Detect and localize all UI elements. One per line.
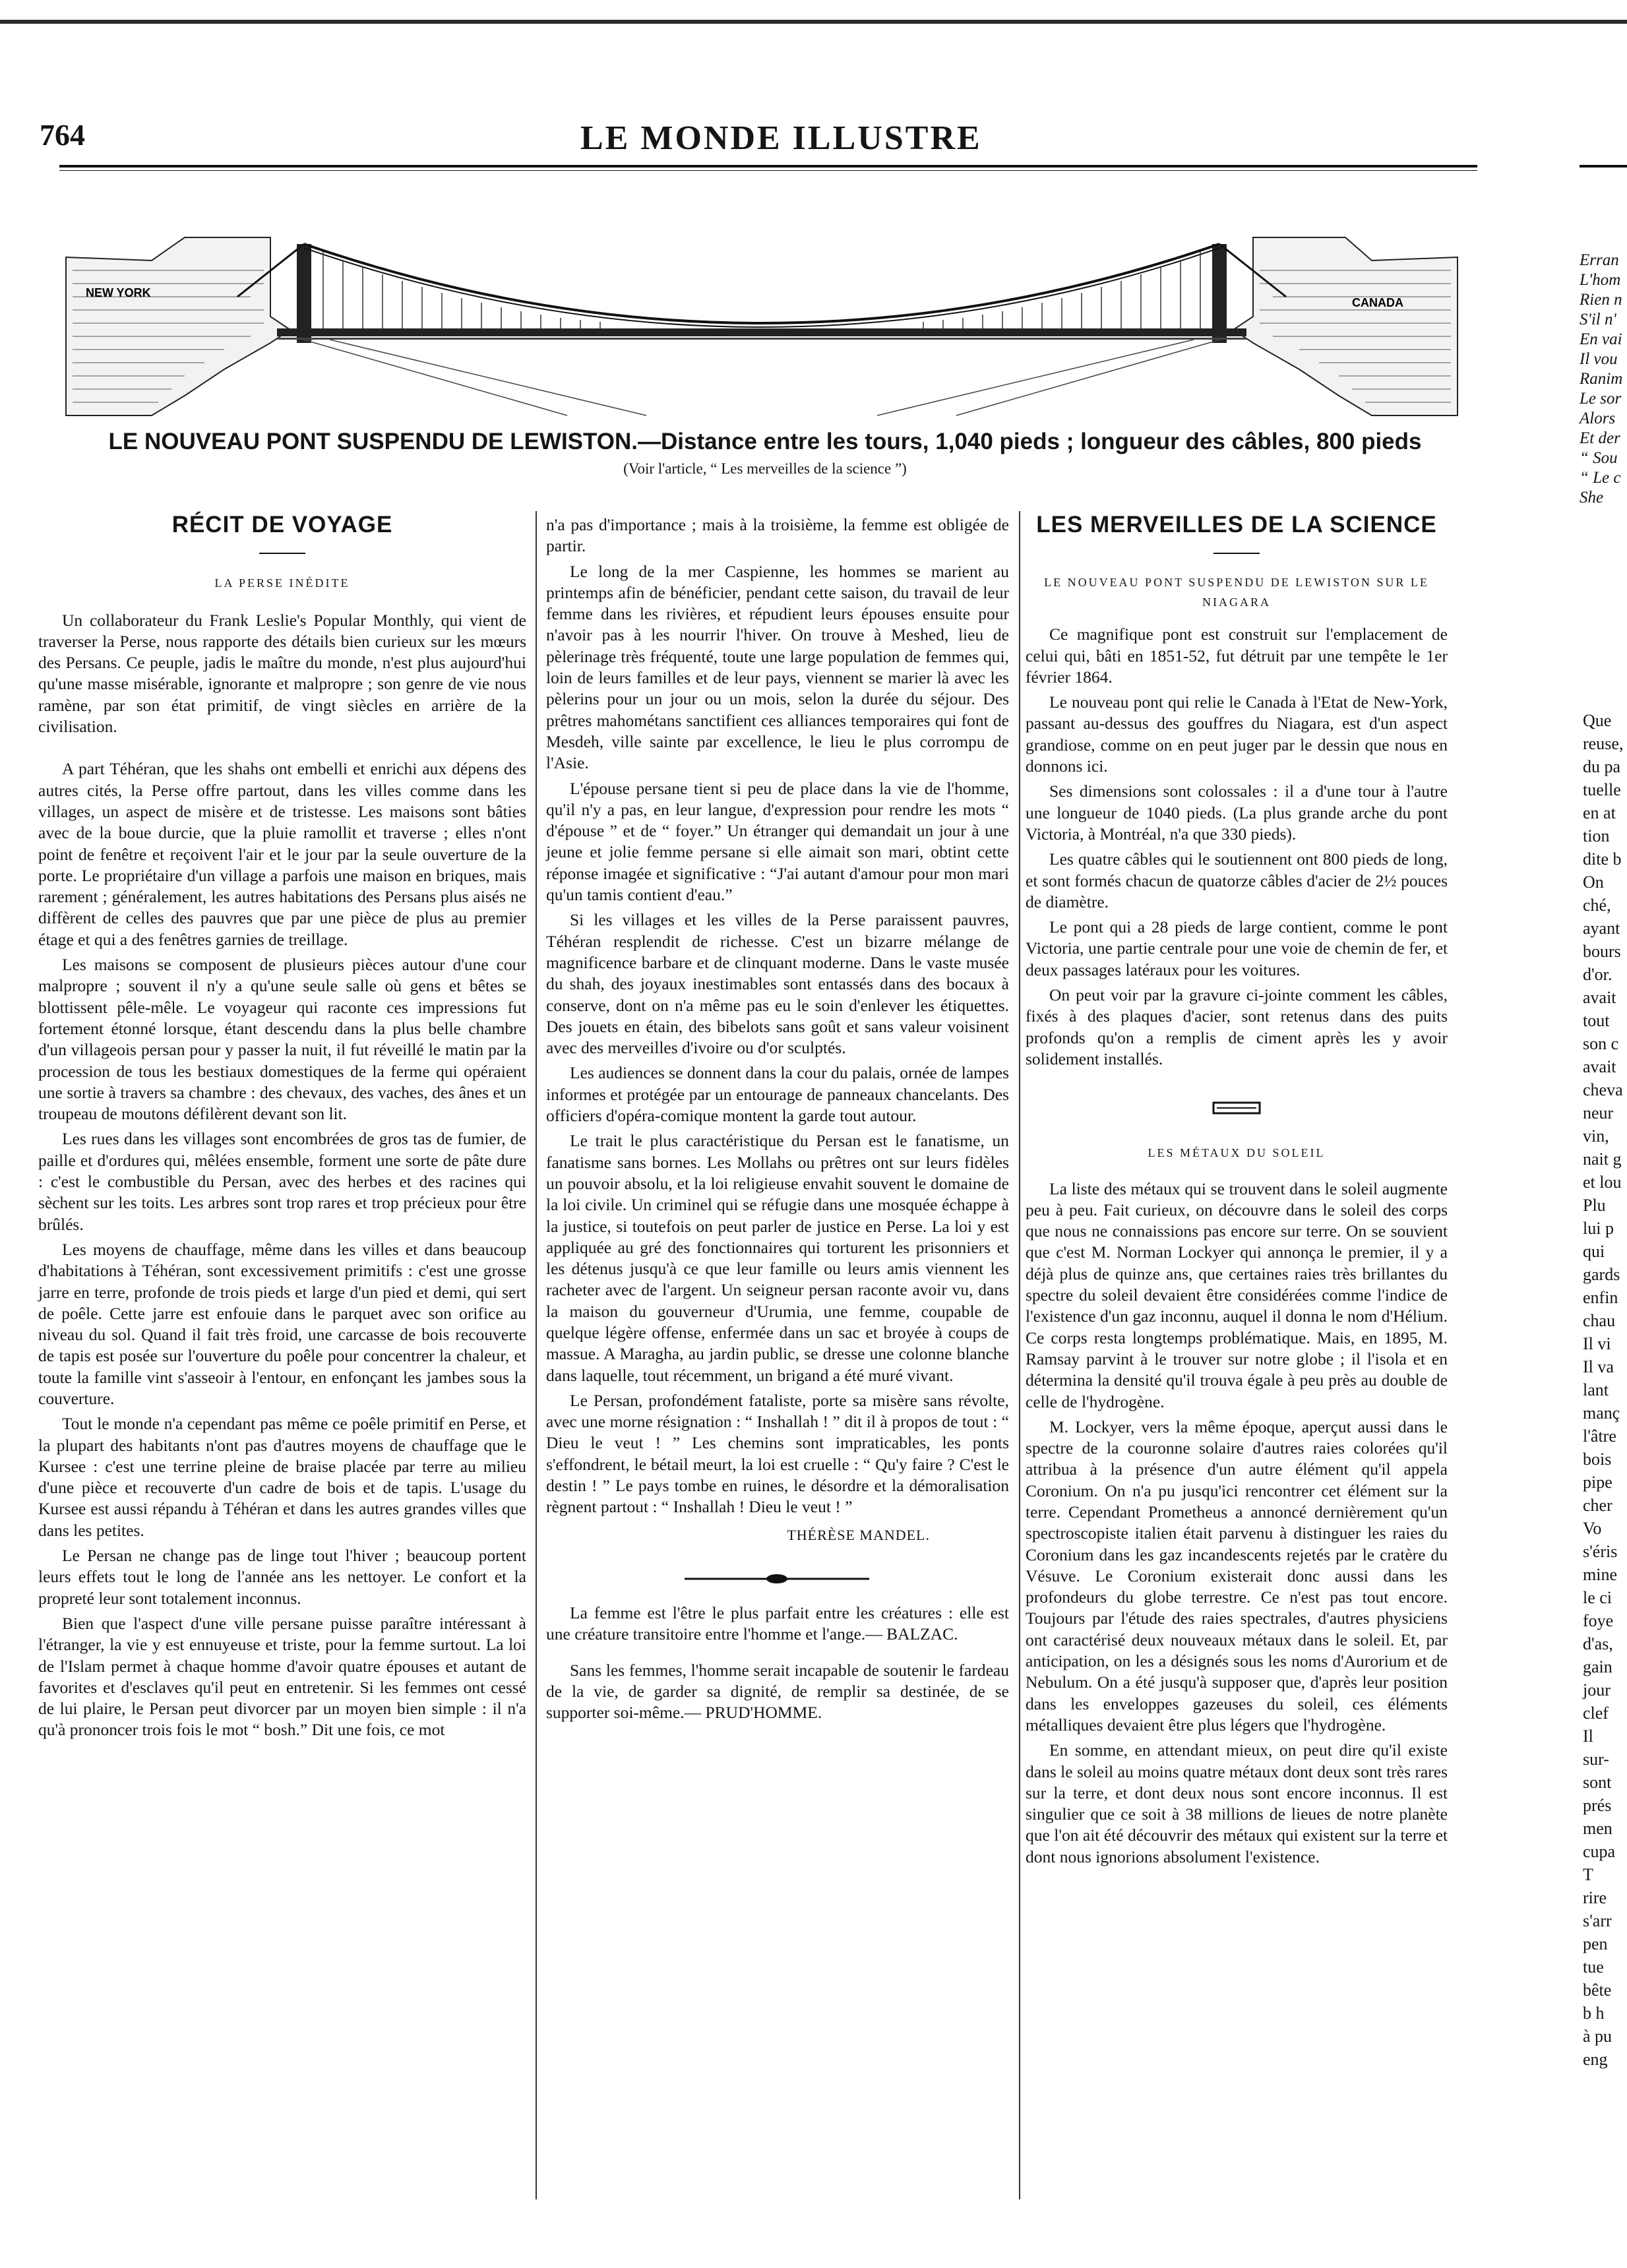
article-subtitle: LE NOUVEAU PONT SUSPENDU DE LEWISTON SUR LE NIAGARA xyxy=(1044,576,1429,609)
ornament-divider xyxy=(546,1572,1009,1585)
article-subtitle: LA PERSE INÉDITE xyxy=(214,576,350,590)
paragraph: Le long de la mer Caspienne, les hommes se marient au printemps afin de bénéficier, pendant cette saison, du travail de leur femme dans les rivières, et répudient leurs épouses ensuite pour n'avoir pas à les nourrir l'hiver. On trouve à Meshed, lieu de pèlerinage très fréquenté, toute une large population de femmes qui, loin de leurs familles et de leur pays, viennent se marier là avec les pèlerins pour un jour ou un mois, selon la durée du séjour. Des prêtres mahométans sanctifient ces alliances temporaires qui font de Mesdeh, ville sainte par excellence, le lieu le plus corrompu de l'Asie. xyxy=(546,561,1009,773)
paragraph: Les audiences se donnent dans la cour du palais, ornée de lampes informes et protégée par un entourage de panneaux chancelants. Des officiers d'opéra-comique montent la garde tout autour. xyxy=(546,1063,1009,1126)
paragraph: A part Téhéran, que les shahs ont embelli et enrichi aux dépens des autres cités, la Perse offre partout, dans les villes comme dans les villages, un aspect de misère et de tristesse. Les maisons sont bâties avec de la boue durcie, que la pluie ramollit et traverse ; elles n'ont point de fenêtre et reçoivent l'air et le jour par la seule ouverture de la porte. Le propriétaire d'un village a parfois une maison en briques, mais rarement ; généralement, les autres habitations des Persans plus aisés ne diffèrent de celles des pauvres que par une pièce de plus au premier étage et qui a des fenêtres garnies de treillage. xyxy=(38,759,526,949)
paragraph: Bien que l'aspect d'une ville persane puisse paraître intéressant à l'étranger, la vie y est ennuyeuse et triste, pour la femme surtout. La loi de l'Islam permet à chaque homme d'avoir quatre épouses et autant de favorites et d'esclaves qu'il peut en entretenir. Si les femmes ont cessé de lui plaire, le Persan peut divorcer par un moyen bien simple : il n'a qu'à prononcer trois fois le mot “ bosh.” Dit une fois, ce mot xyxy=(38,1613,526,1740)
paragraph: On peut voir par la gravure ci-jointe comment les câbles, fixés à des plaques d'acier, sont retenus dans des puits profonds qu'on a remplis de ciment après les y avoir solidement installés. xyxy=(1026,985,1448,1068)
paragraph: Le trait le plus caractéristique du Persan est le fanatisme, un fanatisme sans bornes. Les Mollahs ou prêtres ont sur leurs fidèles un pouvoir absolu, et la loi religieuse envahit souvent le domaine de la loi civile. Un criminel qui se réfugie dans une mosquée échappe à la justice, si toutefois on peut parler de justice en Perse. La loi y est appliquée au gré des fonctionnaires qui torturent les prisonniers et les détenus jusqu'à ce que leur famille ou leurs amis viennent les racheter avec de l'argent. Un seigneur persan raconte avoir vu, dans la maison du gouverneur d'Urumia, une femme, coupable de quelque légère offense, enfermée dans un sac et broyée à coups de massue. A Maragha, au jardin public, se dresse une colonne blanche dans laquelle, tout récemment, un brigand a été muré vivant. xyxy=(546,1131,1009,1385)
label-canada: CANADA xyxy=(1352,296,1403,309)
column-recit-continued xyxy=(546,514,1009,1727)
masthead-title: LE MONDE ILLUSTRE xyxy=(580,119,982,157)
article-subtitle: LES MÉTAUX DU SOLEIL xyxy=(1148,1146,1326,1160)
article-title: RÉCIT DE VOYAGE xyxy=(171,512,393,537)
page-number: 764 xyxy=(40,118,85,152)
paragraph: Les moyens de chauffage, même dans les villes et dans beaucoup d'habitations à Téhéran, sont excessivement primitifs : c'est une grosse jarre en terre, profonde de trois pieds et large d'un pied et demi, qui sert de poêle. Cette jarre est enfouie dans le parquet avec son orifice au niveau du sol. Quand il fait très froid, une carcasse de bois recouverte de tapis est posée sur l'ouverture du poêle pour concentrer la chaleur, et toute la famille vint s'asseoir à l'entour, en enfonçant les jambes sous la couverture. xyxy=(38,1239,526,1408)
author-signature: THÉRÈSE MANDEL. xyxy=(787,1526,930,1543)
column-recit-de-voyage xyxy=(38,514,526,1745)
paragraph: La liste des métaux qui se trouvent dans le soleil augmente peu à peu. Fait curieux, on découvre dans le soleil des corps que nous ne connaissions pas encore sur terre. On se souvient que c'est M. Norman Lockyer qui annonça le premier, il y a déjà plus de quinze ans, que certaines raies très brillantes du spectre du soleil devaient être considérées comme l'indice de l'existence d'un gaz inconnu, auquel il donna le nom d'Hélium. Ce corps resta longtemps problématique. Mais, en 1895, M. Ramsay parvint à le trouver sur notre globe ; il l'isola et en détermina la densité qu'il trouva égale à peu près au double de celle de l'hydrogène. xyxy=(1026,1179,1448,1411)
header-rule xyxy=(59,165,1477,168)
paragraph: Les quatre câbles qui le soutiennent ont 800 pieds de long, et sont formés chacun de quatorze câbles d'acier de 2½ pouces de diamètre. xyxy=(1026,849,1448,911)
quote-balzac: La femme est l'être le plus parfait entre les créatures : elle est une créature transitoire entre l'homme et l'ange.— BALZAC. xyxy=(546,1603,1009,1644)
paragraph: Ce magnifique pont est construit sur l'emplacement de celui qui, bâti en 1851-52, fut détruit par une tempête le 1er février 1864. xyxy=(1026,625,1448,687)
illustration-caption: LE NOUVEAU PONT SUSPENDU DE LEWISTON.—Distance entre les tours, 1,040 pieds ; longueur des câbles, 800 pieds xyxy=(108,429,1422,454)
paragraph: Le nouveau pont qui relie le Canada à l'Etat de New-York, passant au-dessus des gouffres du Niagara, est d'un aspect grandiose, comme on en peut juger par le dessin que nous en donnons ici. xyxy=(1026,692,1448,776)
top-edge-rule xyxy=(0,20,1627,24)
label-new-york: NEW YORK xyxy=(86,286,151,299)
column-divider xyxy=(1019,511,1020,2199)
paragraph: Tout le monde n'a cependant pas même ce poêle primitif en Perse, et la plupart des habitants n'ont pas d'autres moyens de chauffage que le Kursee : c'est une terrine pleine de braise placée par terre au milieu d'une pièce et recouverte d'un cadre de bois et de tapis. L'usage du Kursee est aussi répandu à Téhéran et dans les autres grandes villes que dans les petites. xyxy=(38,1414,526,1540)
article-title: LES MERVEILLES DE LA SCIENCE xyxy=(1036,512,1437,537)
header-rule-thin xyxy=(59,170,1477,171)
title-rule xyxy=(1213,553,1260,554)
paragraph: L'épouse persane tient si peu de place dans la vie de l'homme, qu'il n'y a pas, en leur langue, d'expression pour rendre les mots “ d'épouse ” et de “ foyer.” Un étranger qui demandait un jour à une jeune et jolie femme persane si elle aimait son mari, obtint cette réponse imagée et significative : “J'ai autant d'amour pour mon mari qu'un tamis contient d'eau.” xyxy=(546,778,1009,905)
paragraph: Les rues dans les villages sont encombrées de gros tas de fumier, de paille et d'ordures qui, mêlées ensemble, forment une sorte de pâte dure : c'est le combustible du Persan, avec des herbes et des racines qui sèchent sur les toits. Les arbres sont trop rares et trop précieux pour être brûlés. xyxy=(38,1129,526,1234)
column-merveilles-science xyxy=(1026,514,1448,1872)
margin-header-rule xyxy=(1580,165,1627,168)
paragraph: Les maisons se composent de plusieurs pièces autour d'une cour malpropre ; souvent il n'y a qu'une seule salle où gens et bêtes se blottissent pêle-mêle. Le voyageur qui raconte ces impressions fut fortement étonné lorsque, étant descendu dans la plus belle chambre d'un villageois persan pour y passer la nuit, il fut réveillé le matin par la procession de tous les bestiaux domestiques de la ferme qui opéraient une sortie à travers sa chambre : des chevaux, des vaches, des ânes et un troupeau de moutons défilèrent devant son lit. xyxy=(38,955,526,1124)
quote-prudhomme: Sans les femmes, l'homme serait incapable de soutenir le fardeau de la vie, de garder sa dignité, de remplir sa destinée, de se supporter soi-même.— PRUD'HOMME. xyxy=(546,1660,1009,1723)
paragraph: Ses dimensions sont colossales : il a d'une tour à l'autre une longueur de 1040 pieds. (La plus grande arche du pont Victoria, à Montréal, n'a que 330 pieds). xyxy=(1026,782,1448,843)
margin-text-fragment: Que reuse, du pa tuelle en at tion dite b On ché, ayant bours d'or. avait tout son c avait cheva neur vin, nait g et lou Plu lui p qui gards enfin chau Il vi Il va lant manç l'âtre bois pipe cher Vo s'éris mine le ci foye d'as, gain jour clef Il sur- sont prés men cupa T rire s'arr pen tue bête b h à pu eng xyxy=(1583,711,1624,2069)
illustration-note: (Voir l'article, “ Les merveilles de la science ”) xyxy=(623,460,907,477)
bridge-illustration xyxy=(53,198,1471,422)
paragraph: M. Lockyer, vers la même époque, aperçut aussi dans le spectre de la couronne solaire d'autres raies colorées qu'il attribua à la présence d'un autre élément qu'il appela Coronium. On n'a pu jusqu'ici rencontrer cet élément sur la terre. Cependant Prometheus a annoncé dernièrement qu'un spectroscopiste italien était parvenu à distinguer les raies du Coronium dans les gaz incandescents rejetés par le cratère du Vésuve. Le Coronium existerait donc aussi dans les profondeurs du globe terrestre. Ce n'est pas tout encore. Toujours par l'étude des raies spectrales, d'autres physiciens ont caractérisé deux nouveaux métaux dans le soleil. Et, par anticipation, on les a désignés sous les noms d'Aurorium et de Nebulum. On a été jusqu'à supposer que, d'après leur position dans les enveloppes gazeuses du soleil, ces éléments métalliques devaient être plus légers que l'hydrogène. xyxy=(1026,1417,1448,1734)
paragraph: En somme, en attendant mieux, on peut dire qu'il existe dans le soleil au moins quatre métaux dont deux sont très rares sur la terre, et dont deux nous sont encore inconnus. Il est singulier que ce soit à 38 millions de lieues de notre planète que l'on ait été découvrir des métaux qui existent sur la terre et dont nous ignorions absolument l'existence. xyxy=(1026,1740,1448,1866)
paragraph: Un collaborateur du Frank Leslie's Popular Monthly, qui vient de traverser la Perse, nous rapporte des détails bien curieux sur les mœurs des Persans. Ce peuple, jadis le maître du monde, n'est plus aujourd'hui qu'une masse misérable, ignorante et malpropre ; son genre de vie nous ramène, par son état primitif, de vingt siècles en arrière de la civilisation. xyxy=(38,610,526,737)
column-divider xyxy=(536,511,537,2199)
paragraph: Le Persan, profondément fataliste, porte sa misère sans révolte, avec une morne résignation : “ Inshallah ! ” dit il à propos de tout : “ Dieu le veut ! ” Les chemins sont impraticables, les ponts s'effondrent, le bétail meurt, la loi est cruelle : “ Qu'y faire ? C'est le destin ! ” Le pays tombe en ruines, le désordre et la démoralisation règnent partout : “ Inshallah ! Dieu le veut ! ” xyxy=(546,1390,1009,1517)
ornament-divider xyxy=(1026,1100,1448,1116)
paragraph: n'a pas d'importance ; mais à la troisième, la femme est obligée de partir. xyxy=(546,515,1009,556)
margin-poem-fragment: Erran L'hom Rien n S'il n' En vai Il vou Ranim Le sor Alors Et der “ Sou “ Le c She xyxy=(1580,251,1623,506)
paragraph: Si les villages et les villes de la Perse paraissent pauvres, Téhéran resplendit de richesse. C'est un bizarre mélange de magnificence barbare et de clinquant moderne. Dans le vaste musée du shah, des joyaux inestimables sont entassés dans des bocaux à conserve, dont on n'a même pas eu le soin d'enlever les étiquettes. Des jouets en étain, des bibelots sans goût et sans valeur voisinent avec des merveilles d'ivoire ou d'or sculptés. xyxy=(546,910,1009,1058)
paragraph: Le Persan ne change pas de linge tout l'hiver ; beaucoup portent leurs effets tout le long de l'année ans les nettoyer. Le confort et la propreté leur sont totalement inconnus. xyxy=(38,1546,526,1608)
paragraph: Le pont qui a 28 pieds de large contient, comme le pont Victoria, une partie centrale pour une voie de chemin de fer, et deux passages latéraux pour les voitures. xyxy=(1026,917,1448,979)
title-rule xyxy=(259,553,305,554)
